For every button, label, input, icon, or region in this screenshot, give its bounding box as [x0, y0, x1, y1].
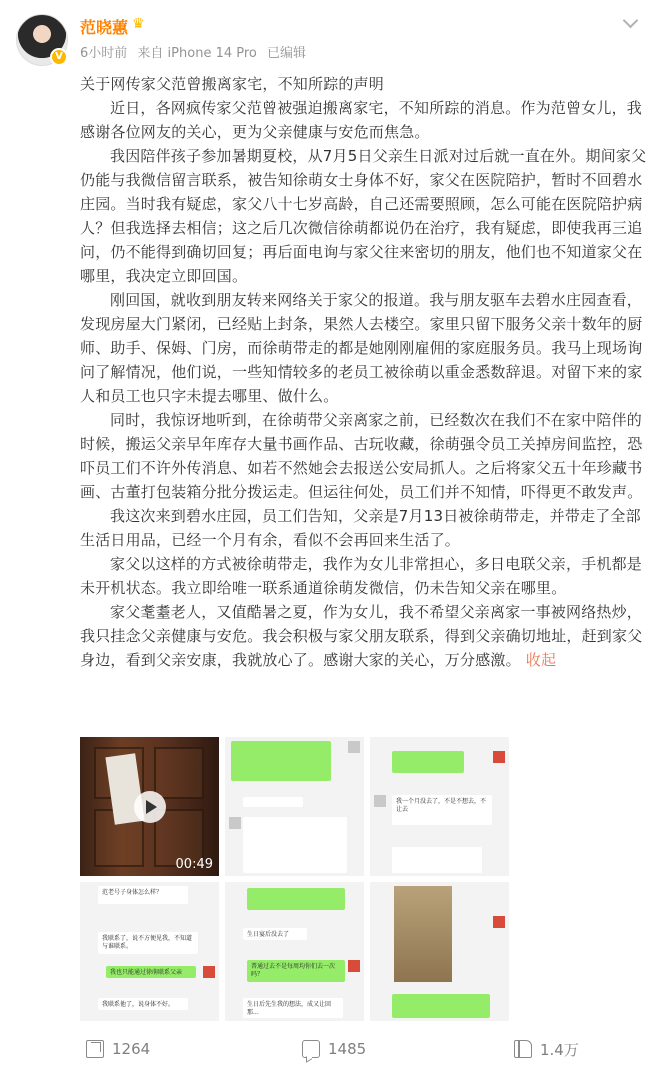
post-title: 关于网传家父范曾搬离家宅，不知所踪的声明: [80, 75, 385, 93]
like-button[interactable]: [514, 1038, 579, 1060]
chat-screenshot[interactable]: [370, 737, 509, 876]
chat-bubble: 生日宴后没去了: [243, 928, 307, 940]
comment-icon: [302, 1040, 320, 1058]
collapse-link[interactable]: 收起: [525, 651, 557, 669]
verified-v-icon: V: [50, 48, 68, 66]
post-edited: 已编辑: [267, 46, 307, 61]
post-paragraph: 刚回国，就收到朋友转来网络关于家父的报道。我与朋友驱车去碧水庄园查看，发现房屋大门紧闭，已经贴上封条，果然人去楼空。家里只留下服务父亲十数年的厨师、助手、保姆、门房，而徐萌带走的都是她刚刚雇佣的家庭服务员。我马上现场询问了解情况，他们说，一些知情较多的老员工被徐萌以重金悉数辞退。对留下来的家人和员工也只字未提去哪里、做什么。: [80, 291, 643, 405]
post-time: 6小时前: [80, 46, 128, 61]
image-gallery: [80, 737, 520, 1023]
like-count: 1.4万: [540, 1040, 579, 1059]
post-paragraph: 同时，我惊讶地听到，在徐萌带父亲离家之前，已经数次在我们不在家中陪伴的时候，搬运父亲早年库存大量书画作品、古玩收藏，徐萌强令员工关掉房间监控，恐吓员工们不许外传消息、如若不然她会去报送公安局抓人。之后将家父五十年珍藏书画、古董打包装箱分批分拨运走。但运往何处，员工们并不知情，吓得更不敢发声。: [80, 411, 643, 501]
user-name[interactable]: 范晓蕙: [80, 18, 129, 37]
chevron-down-icon[interactable]: [622, 12, 642, 26]
crown-icon: ♛: [132, 16, 145, 32]
post-paragraph: 家父以这样的方式被徐萌带走，我作为女儿非常担心，多日电联父亲，手机都是未开机状态。我立即给唯一联系通道徐萌发微信，仍未告知父亲在哪里。: [80, 555, 643, 597]
post-meta: [80, 42, 312, 61]
painting-image: [394, 886, 452, 982]
comment-button[interactable]: [302, 1038, 366, 1060]
post-paragraph: 我这次来到碧水庄园，员工们告知，父亲是7月13日被徐萌带走，并带走了全部生活日用品，已经一个月有余，看似不会再回来生活了。: [80, 507, 641, 549]
post-paragraph: 近日，各网疯传家父范曾被强迫搬离家宅，不知所踪的消息。作为范曾女儿，我感谢各位网友的关心，更为父亲健康与安危而焦急。: [80, 99, 643, 141]
post-paragraph: [80, 600, 650, 672]
post-source: 来自 iPhone 14 Pro: [137, 46, 257, 61]
chat-bubble: 普通过去不是每周均你们去一次吗？: [247, 960, 345, 982]
post-content: [80, 72, 650, 672]
chat-bubble: 生日后先生我的想法，成又让回那...: [243, 998, 343, 1018]
video-duration: 00:49: [175, 857, 213, 872]
comment-count: 1485: [328, 1040, 367, 1058]
chat-screenshot[interactable]: [225, 737, 364, 876]
chat-bubble: 范老号子身体怎么样？: [98, 886, 188, 904]
action-bar: [0, 1028, 660, 1068]
video-thumbnail[interactable]: [80, 737, 219, 876]
repost-icon: [86, 1040, 104, 1058]
chat-screenshot[interactable]: [80, 882, 219, 1021]
chat-bubble: 我联系了，说不方便见我，不知道与谁联系。: [98, 932, 198, 954]
play-icon[interactable]: [134, 791, 166, 823]
chat-bubble: 我联系他了，说身体不好。: [98, 998, 188, 1010]
repost-button[interactable]: [86, 1038, 150, 1060]
chat-bubble: 我也只能通过徐萌联系父亲: [106, 966, 196, 978]
post-header: [0, 0, 660, 72]
chat-bubble: 我一个月没去了，不是不想去，不让去: [392, 795, 492, 825]
post-paragraph: 我因陪伴孩子参加暑期夏校，从7月5日父亲生日派对过后就一直在外。期间家父仍能与我微信留言联系，被告知徐萌女士身体不好，家父在医院陪护，暂时不回碧水庄园。当时我有疑虑，家父八十七岁高龄，自己还需要照顾，怎么可能在医院陪护病人？但我选择去相信；这之后几次微信徐萌都说仍在治疗，我有疑虑，即使我再三追问，仍不能得到确切回复；再后面电询与家父往来密切的朋友，他们也不知道家父在哪里，我决定立即回国。: [80, 147, 647, 285]
artwork-screenshot[interactable]: [370, 882, 509, 1021]
chat-screenshot[interactable]: [225, 882, 364, 1021]
thumbs-up-icon: [514, 1040, 532, 1058]
post-paragraph-text: 家父耄耋老人，又值酷暑之夏，作为女儿，我不希望父亲离家一事被网络热炒，我只挂念父亲健康与安危。我会积极与家父朋友联系，得到父亲确切地址，赶到家父身边，看到父亲安康，我就放心了。感谢大家的关心，万分感激。: [80, 603, 643, 669]
repost-count: 1264: [112, 1040, 151, 1058]
